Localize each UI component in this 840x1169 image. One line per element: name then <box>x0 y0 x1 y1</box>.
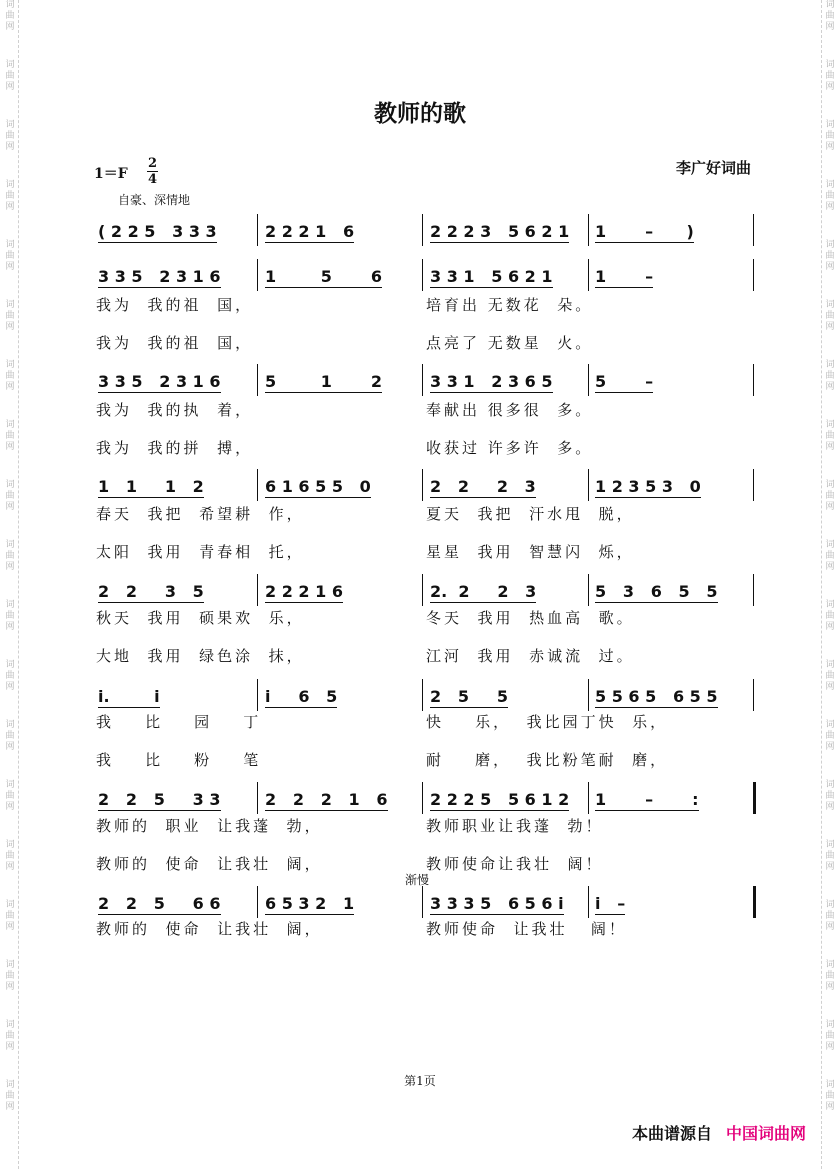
left-watermark-strip <box>2 0 19 1169</box>
watermark-text: 词 曲 网 <box>825 120 835 152</box>
watermark-text: 词 曲 网 <box>5 300 15 332</box>
music-row <box>80 255 760 295</box>
lyric-segment: 我 比 粉 笔 <box>96 751 262 769</box>
music-row <box>80 570 760 610</box>
lyric-segment: 太阳 我用 青春相 托， <box>96 543 305 561</box>
watermark-text: 词 曲 网 <box>5 480 15 512</box>
right-watermark-strip <box>821 0 838 1169</box>
barline <box>422 469 423 501</box>
watermark-text: 词 曲 网 <box>825 60 835 92</box>
lyric-segment: 我为 我的祖 国， <box>96 296 254 314</box>
measure: 2 2 2 1 6 <box>265 222 355 241</box>
meter-top: 2 <box>148 156 158 171</box>
barline <box>257 782 258 814</box>
lyric-segment: 我为 我的执 着， <box>96 401 254 419</box>
watermark-text: 词 曲 网 <box>5 180 15 212</box>
watermark-text: 词 曲 网 <box>825 180 835 212</box>
lyric-row <box>96 503 756 525</box>
watermark-text: 词 曲 网 <box>825 1020 835 1052</box>
music-row <box>80 675 760 715</box>
watermark-text: 词 曲 网 <box>825 360 835 392</box>
lyric-row <box>96 711 756 733</box>
watermark-text: 词 曲 网 <box>5 720 15 752</box>
barline <box>588 364 589 396</box>
lyric-row <box>96 645 756 667</box>
barline <box>257 469 258 501</box>
measure: 5 5 6 5 6 5 5 <box>595 687 718 706</box>
watermark-text: 词 曲 网 <box>5 900 15 932</box>
watermark-text: 词 曲 网 <box>825 420 835 452</box>
barline <box>422 574 423 606</box>
source-label: 本曲谱源自 <box>631 1124 712 1143</box>
lyric-segment: 教师使命让我壮 阔！ <box>426 855 604 873</box>
ritardando-marking: 渐慢 <box>405 873 430 887</box>
barline <box>753 469 754 501</box>
barline <box>753 679 754 711</box>
tempo-marking: 自豪、深情地 <box>118 193 191 207</box>
lyric-segment: 点亮了 无数星 火。 <box>426 334 594 352</box>
barline <box>753 886 756 918</box>
watermark-text: 词 曲 网 <box>5 600 15 632</box>
lyric-row <box>96 607 756 629</box>
watermark-text: 词 曲 网 <box>825 1080 835 1112</box>
lyric-row <box>96 437 756 459</box>
measure: 3 3 1 2 3 6 5 <box>430 372 553 391</box>
barline <box>588 469 589 501</box>
measure: 1 – : <box>595 790 699 809</box>
watermark-text: 词 曲 网 <box>825 0 835 32</box>
music-row <box>80 360 760 400</box>
measure: i – <box>595 894 626 913</box>
page-number: 第1页 <box>404 1074 436 1088</box>
music-row <box>80 465 760 505</box>
measure: 1 5 6 <box>265 267 382 286</box>
watermark-text: 词 曲 网 <box>825 480 835 512</box>
barline <box>422 886 423 918</box>
key-signature: 1＝F <box>94 166 128 182</box>
measure: 6 1 6 5 5 0 <box>265 477 371 496</box>
measure: 2. 2 2 3 <box>430 582 537 601</box>
composer-credit: 李广好词曲 <box>675 159 751 177</box>
measure: 2 2 2 5 5 6 1 2 <box>430 790 570 809</box>
watermark-text: 词 曲 网 <box>825 600 835 632</box>
lyric-segment: 教师的 使命 让我壮 阔， <box>96 855 323 873</box>
barline <box>753 782 756 814</box>
barline <box>588 679 589 711</box>
measure: 2 2 2 3 <box>430 477 536 496</box>
measure: 5 3 6 5 5 <box>595 582 718 601</box>
measure: 2 2 2 1 6 <box>265 582 343 601</box>
lyric-row <box>96 294 756 316</box>
watermark-text: 词 曲 网 <box>825 900 835 932</box>
lyric-segment: 我为 我的拼 搏， <box>96 439 254 457</box>
barline <box>422 782 423 814</box>
watermark-text: 词 曲 网 <box>825 240 835 272</box>
watermark-text: 词 曲 网 <box>5 840 15 872</box>
measure: 2 2 2 1 6 <box>265 790 388 809</box>
measure: 3 3 5 2 3 1 6 <box>98 372 221 391</box>
lyric-segment: 星星 我用 智慧闪 烁， <box>426 543 635 561</box>
watermark-text: 词 曲 网 <box>5 540 15 572</box>
measure: 2 2 3 5 <box>98 582 204 601</box>
measure: 5 – <box>595 372 654 391</box>
barline <box>753 574 754 606</box>
measure: 1 2 3 5 3 0 <box>595 477 701 496</box>
lyric-segment: 快 乐， 我比园丁快 乐， <box>426 713 669 731</box>
barline <box>422 679 423 711</box>
source-credit <box>632 1121 806 1144</box>
lyric-segment: 冬天 我用 热血高 歌。 <box>426 609 635 627</box>
watermark-text: 词 曲 网 <box>5 0 15 32</box>
measure: 3 3 3 5 6 5 6 i <box>430 894 564 913</box>
music-row <box>80 882 760 922</box>
lyric-row <box>96 399 756 421</box>
lyric-segment: 教师的 职业 让我蓬 勃， <box>96 817 323 835</box>
measure: 3 3 5 2 3 1 6 <box>98 267 221 286</box>
barline <box>257 886 258 918</box>
barline <box>588 782 589 814</box>
watermark-text: 词 曲 网 <box>5 240 15 272</box>
lyric-segment: 我为 我的祖 国， <box>96 334 254 352</box>
watermark-text: 词 曲 网 <box>5 1020 15 1052</box>
watermark-text: 词 曲 网 <box>825 660 835 692</box>
measure: 2 2 2 3 5 6 2 1 <box>430 222 570 241</box>
watermark-text: 词 曲 网 <box>825 540 835 572</box>
barline <box>257 214 258 246</box>
barline <box>753 364 754 396</box>
lyric-row <box>96 332 756 354</box>
meter-bottom: 4 <box>148 172 158 187</box>
measure: 3 3 1 5 6 2 1 <box>430 267 553 286</box>
watermark-text: 词 曲 网 <box>5 960 15 992</box>
measure: 2 2 5 3 3 <box>98 790 221 809</box>
measure: i 6 5 <box>265 687 338 706</box>
source-site-link[interactable]: 中国词曲网 <box>725 1124 806 1143</box>
lyric-segment: 培育出 无数花 朵。 <box>426 296 594 314</box>
barline <box>588 259 589 291</box>
lyric-segment: 收获过 许多许 多。 <box>426 439 594 457</box>
barline <box>257 259 258 291</box>
measure: ( 2 2 5 3 3 3 <box>98 222 217 241</box>
barline <box>422 259 423 291</box>
measure: 6 5 3 2 1 <box>265 894 355 913</box>
watermark-text: 词 曲 网 <box>5 120 15 152</box>
watermark-text: 词 曲 网 <box>5 360 15 392</box>
measure: 2 2 5 6 6 <box>98 894 221 913</box>
measure: 2 5 5 <box>430 687 508 706</box>
watermark-text: 词 曲 网 <box>825 960 835 992</box>
lyric-row <box>96 541 756 563</box>
measure: 1 – ) <box>595 222 694 241</box>
lyric-segment: 夏天 我把 汗水甩 脱， <box>426 505 635 523</box>
barline <box>753 214 754 246</box>
measure: 1 1 1 2 <box>98 477 204 496</box>
lyric-segment: 大地 我用 绿色涂 抹， <box>96 647 305 665</box>
lyric-segment: 江河 我用 赤诚流 过。 <box>426 647 635 665</box>
barline <box>422 214 423 246</box>
watermark-text: 词 曲 网 <box>825 780 835 812</box>
watermark-text: 词 曲 网 <box>825 840 835 872</box>
watermark-text: 词 曲 网 <box>5 60 15 92</box>
measure: 5 1 2 <box>265 372 382 391</box>
music-row <box>80 778 760 818</box>
watermark-text: 词 曲 网 <box>5 1080 15 1112</box>
lyric-segment: 教师使命 让我壮 阔！ <box>426 920 627 938</box>
measure: i. i <box>98 687 160 706</box>
lyric-segment: 秋天 我用 硕果欢 乐， <box>96 609 305 627</box>
lyric-segment: 奉献出 很多很 多。 <box>426 401 594 419</box>
watermark-text: 词 曲 网 <box>5 780 15 812</box>
barline <box>422 364 423 396</box>
barline <box>588 214 589 246</box>
barline <box>753 259 754 291</box>
barline <box>257 679 258 711</box>
lyric-segment: 教师的 使命 让我壮 阔， <box>96 920 323 938</box>
watermark-text: 词 曲 网 <box>825 300 835 332</box>
barline <box>588 886 589 918</box>
watermark-text: 词 曲 网 <box>5 420 15 452</box>
watermark-text: 词 曲 网 <box>825 720 835 752</box>
lyric-segment: 春天 我把 希望耕 作， <box>96 505 305 523</box>
lyric-segment: 我 比 园 丁 <box>96 713 262 731</box>
lyric-row <box>96 815 756 837</box>
lyric-segment: 教师职业让我蓬 勃！ <box>426 817 604 835</box>
song-title: 教师的歌 <box>374 101 466 127</box>
time-signature <box>147 156 158 187</box>
barline <box>257 364 258 396</box>
lyric-row <box>96 749 756 771</box>
music-row <box>80 210 760 250</box>
lyric-segment: 耐 磨， 我比粉笔耐 磨， <box>426 751 669 769</box>
barline <box>257 574 258 606</box>
watermark-text: 词 曲 网 <box>5 660 15 692</box>
measure: 1 – <box>595 267 654 286</box>
lyric-row <box>96 918 756 940</box>
barline <box>588 574 589 606</box>
